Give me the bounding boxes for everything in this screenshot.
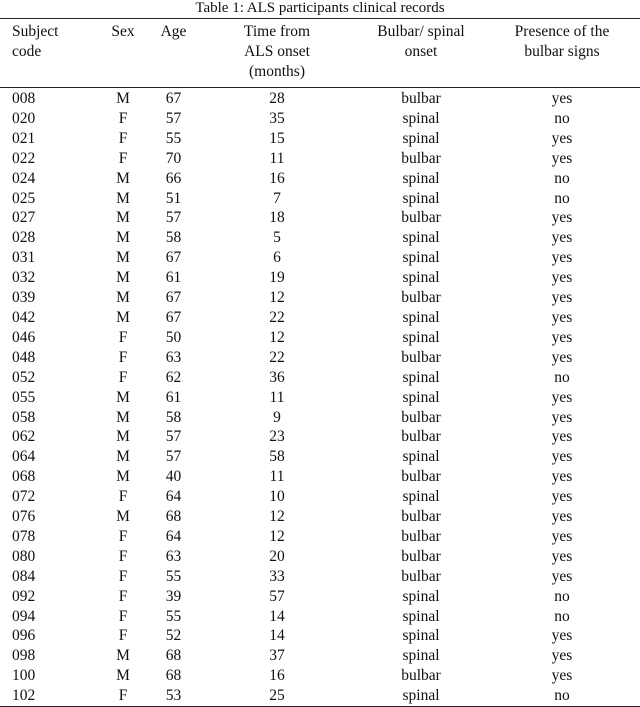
cell-subject-code: 048 — [12, 348, 36, 366]
cell-bulbar-signs: yes — [551, 428, 573, 446]
cell-subject-code: 102 — [12, 687, 36, 705]
cell-onset-type: spinal — [402, 388, 440, 406]
cell-time-from-onset: 33 — [269, 567, 285, 585]
header-line: Subject — [12, 23, 59, 40]
cell-onset-type: spinal — [402, 448, 440, 466]
cell-bulbar-signs: yes — [551, 209, 573, 227]
cell-onset-type: bulbar — [401, 149, 441, 167]
table-row — [0, 189, 640, 209]
cell-time-from-onset: 12 — [269, 527, 285, 545]
cell-age: 68 — [165, 667, 182, 685]
cell-subject-code: 021 — [12, 129, 36, 147]
cell-subject-code: 068 — [12, 468, 36, 486]
cell-onset-type: spinal — [402, 308, 440, 326]
cell-time-from-onset: 9 — [273, 408, 281, 426]
cell-sex: F — [118, 488, 128, 506]
cell-sex: M — [116, 209, 130, 227]
table-row — [0, 487, 640, 507]
cell-bulbar-signs: no — [554, 169, 570, 187]
cell-bulbar-signs: yes — [551, 90, 573, 107]
table-row — [0, 567, 640, 587]
table-row — [0, 587, 640, 607]
cell-age: 53 — [165, 687, 182, 705]
cell-subject-code: 042 — [12, 308, 36, 326]
cell-age: 57 — [165, 448, 182, 466]
cell-time-from-onset: 18 — [269, 209, 285, 227]
cell-subject-code: 031 — [12, 249, 36, 267]
table-row — [0, 408, 640, 428]
table-row — [0, 328, 640, 348]
cell-sex: M — [116, 647, 130, 665]
cell-age: 55 — [165, 567, 182, 585]
cell-onset-type: spinal — [402, 488, 440, 506]
cell-time-from-onset: 6 — [273, 249, 281, 267]
cell-time-from-onset: 57 — [269, 587, 285, 605]
cell-time-from-onset: 10 — [269, 488, 285, 506]
header-line: Time from — [243, 23, 311, 40]
cell-subject-code: 084 — [12, 567, 36, 585]
cell-bulbar-signs: yes — [551, 229, 573, 247]
table-row — [0, 129, 640, 149]
cell-age: 57 — [165, 428, 182, 446]
cell-subject-code: 080 — [12, 547, 36, 565]
cell-onset-type: spinal — [402, 109, 440, 127]
cell-age: 61 — [165, 388, 182, 406]
cell-onset-type: spinal — [402, 627, 440, 645]
cell-age: 63 — [165, 348, 182, 366]
cell-sex: M — [116, 388, 130, 406]
cell-subject-code: 008 — [12, 90, 36, 107]
cell-onset-type: bulbar — [401, 547, 441, 565]
cell-onset-type: spinal — [402, 249, 440, 267]
cell-age: 58 — [165, 408, 182, 426]
cell-subject-code: 020 — [12, 109, 36, 127]
cell-age: 63 — [165, 547, 182, 565]
cell-age: 70 — [165, 149, 182, 167]
cell-subject-code: 092 — [12, 587, 36, 605]
cell-age: 61 — [165, 269, 182, 287]
cell-bulbar-signs: yes — [551, 667, 573, 685]
cell-time-from-onset: 36 — [269, 368, 285, 386]
table-row — [0, 248, 640, 268]
cell-subject-code: 096 — [12, 627, 36, 645]
cell-time-from-onset: 12 — [269, 508, 285, 526]
cell-age: 68 — [165, 647, 182, 665]
table-row — [0, 607, 640, 627]
cell-onset-type: bulbar — [401, 289, 441, 307]
cell-sex: F — [118, 687, 128, 705]
cell-bulbar-signs: yes — [551, 249, 573, 267]
cell-onset-type: bulbar — [401, 508, 441, 526]
cell-sex: F — [118, 149, 128, 167]
cell-bulbar-signs: yes — [551, 408, 573, 426]
cell-bulbar-signs: no — [554, 189, 570, 207]
cell-onset-type: bulbar — [401, 348, 441, 366]
cell-age: 55 — [165, 607, 182, 625]
cell-age: 52 — [165, 627, 182, 645]
cell-sex: M — [116, 308, 130, 326]
cell-onset-type: bulbar — [401, 90, 441, 107]
header-onset-type — [358, 19, 484, 88]
cell-onset-type: spinal — [402, 169, 440, 187]
cell-age: 57 — [165, 109, 182, 127]
cell-time-from-onset: 22 — [269, 348, 285, 366]
cell-sex: F — [118, 567, 128, 585]
cell-subject-code: 046 — [12, 328, 36, 346]
cell-subject-code: 039 — [12, 289, 36, 307]
table-row — [0, 149, 640, 169]
table-body — [0, 88, 640, 707]
cell-subject-code: 025 — [12, 189, 36, 207]
cell-subject-code: 094 — [12, 607, 36, 625]
cell-age: 62 — [165, 368, 182, 386]
table-row — [0, 447, 640, 467]
table-row — [0, 288, 640, 308]
cell-onset-type: spinal — [402, 328, 440, 346]
table-row — [0, 388, 640, 408]
cell-onset-type: spinal — [402, 587, 440, 605]
cell-subject-code: 078 — [12, 527, 36, 545]
table-row — [0, 88, 640, 109]
cell-time-from-onset: 11 — [269, 388, 285, 406]
cell-time-from-onset: 14 — [269, 607, 285, 625]
cell-time-from-onset: 5 — [273, 229, 281, 247]
cell-sex: M — [116, 667, 130, 685]
cell-age: 68 — [165, 508, 182, 526]
cell-onset-type: bulbar — [401, 667, 441, 685]
cell-time-from-onset: 11 — [269, 468, 285, 486]
cell-bulbar-signs: yes — [551, 508, 573, 526]
cell-subject-code: 064 — [12, 448, 36, 466]
cell-subject-code: 027 — [12, 209, 36, 227]
cell-onset-type: spinal — [402, 607, 440, 625]
cell-time-from-onset: 23 — [269, 428, 285, 446]
cell-bulbar-signs: yes — [551, 448, 573, 466]
cell-onset-type: spinal — [402, 189, 440, 207]
cell-bulbar-signs: no — [554, 587, 570, 605]
cell-bulbar-signs: no — [554, 607, 570, 625]
cell-age: 51 — [165, 189, 182, 207]
cell-onset-type: spinal — [402, 269, 440, 287]
cell-onset-type: spinal — [402, 647, 440, 665]
cell-sex: M — [116, 408, 130, 426]
table-row — [0, 686, 640, 706]
cell-onset-type: spinal — [402, 687, 440, 705]
table-caption: Table 1: ALS participants clinical records — [195, 0, 445, 16]
cell-time-from-onset: 19 — [269, 269, 285, 287]
table-row — [0, 646, 640, 666]
cell-bulbar-signs: yes — [551, 468, 573, 486]
cell-age: 66 — [165, 169, 182, 187]
cell-sex: M — [116, 269, 130, 287]
cell-age: 67 — [165, 289, 182, 307]
cell-time-from-onset: 12 — [269, 289, 285, 307]
cell-sex: F — [118, 527, 128, 545]
table-row — [0, 208, 640, 228]
cell-sex: M — [116, 229, 130, 247]
cell-time-from-onset: 28 — [269, 90, 285, 107]
cell-onset-type: bulbar — [401, 527, 441, 545]
cell-sex: F — [118, 607, 128, 625]
cell-subject-code: 052 — [12, 368, 36, 386]
cell-sex: F — [118, 627, 128, 645]
cell-onset-type: bulbar — [401, 567, 441, 585]
table-row — [0, 626, 640, 646]
header-age: Age — [160, 23, 187, 40]
table-row — [0, 527, 640, 547]
cell-onset-type: bulbar — [401, 428, 441, 446]
table-row — [0, 368, 640, 388]
cell-bulbar-signs: yes — [551, 527, 573, 545]
cell-sex: F — [118, 587, 128, 605]
cell-subject-code: 058 — [12, 408, 36, 426]
cell-time-from-onset: 20 — [269, 547, 285, 565]
cell-onset-type: spinal — [402, 368, 440, 386]
table-row — [0, 547, 640, 567]
cell-time-from-onset: 11 — [269, 149, 285, 167]
table-row — [0, 169, 640, 189]
cell-sex: M — [116, 189, 130, 207]
header-line: bulbar signs — [524, 43, 600, 60]
header-row — [0, 19, 640, 88]
cell-onset-type: bulbar — [401, 408, 441, 426]
cell-sex: M — [116, 289, 130, 307]
header-time-from-onset — [196, 19, 358, 88]
table-row — [0, 109, 640, 129]
table-row — [0, 507, 640, 527]
cell-bulbar-signs: yes — [551, 348, 573, 366]
cell-age: 50 — [165, 328, 182, 346]
cell-sex: F — [118, 328, 128, 346]
table-row — [0, 308, 640, 328]
header-line: Bulbar/ spinal — [377, 23, 465, 40]
cell-bulbar-signs: yes — [551, 289, 573, 307]
cell-age: 55 — [165, 129, 182, 147]
cell-sex: M — [116, 468, 130, 486]
header-bulbar-signs — [484, 19, 640, 88]
cell-subject-code: 032 — [12, 269, 36, 287]
cell-sex: M — [116, 249, 130, 267]
cell-age: 58 — [165, 229, 182, 247]
cell-bulbar-signs: no — [554, 687, 570, 705]
cell-time-from-onset: 37 — [269, 647, 285, 665]
cell-onset-type: bulbar — [401, 209, 441, 227]
header-sex: Sex — [111, 23, 135, 40]
cell-age: 67 — [165, 249, 182, 267]
cell-time-from-onset: 25 — [269, 687, 285, 705]
cell-bulbar-signs: yes — [551, 567, 573, 585]
cell-onset-type: spinal — [402, 129, 440, 147]
header-line: ALS onset — [244, 43, 310, 60]
cell-sex: M — [116, 90, 130, 107]
header-line: code — [12, 43, 42, 60]
cell-time-from-onset: 15 — [269, 129, 285, 147]
cell-sex: F — [118, 348, 128, 366]
header-subject-code — [0, 19, 95, 88]
cell-age: 67 — [165, 90, 182, 107]
cell-time-from-onset: 16 — [269, 667, 285, 685]
cell-bulbar-signs: yes — [551, 647, 573, 665]
cell-sex: M — [116, 448, 130, 466]
cell-subject-code: 062 — [12, 428, 36, 446]
cell-time-from-onset: 35 — [269, 109, 285, 127]
cell-time-from-onset: 58 — [269, 448, 285, 466]
cell-bulbar-signs: yes — [551, 149, 573, 167]
cell-onset-type: bulbar — [401, 468, 441, 486]
table-row — [0, 268, 640, 288]
cell-sex: F — [118, 368, 128, 386]
cell-time-from-onset: 12 — [269, 328, 285, 346]
header-line: onset — [404, 43, 438, 60]
cell-bulbar-signs: yes — [551, 627, 573, 645]
cell-bulbar-signs: yes — [551, 388, 573, 406]
cell-sex: M — [116, 428, 130, 446]
cell-bulbar-signs: yes — [551, 328, 573, 346]
header-line: Presence of the — [514, 23, 610, 40]
cell-time-from-onset: 22 — [269, 308, 285, 326]
cell-bulbar-signs: yes — [551, 488, 573, 506]
header-line: (months) — [249, 63, 305, 80]
cell-bulbar-signs: yes — [551, 269, 573, 287]
cell-bulbar-signs: yes — [551, 308, 573, 326]
cell-age: 57 — [165, 209, 182, 227]
cell-time-from-onset: 16 — [269, 169, 285, 187]
cell-sex: F — [118, 109, 128, 127]
cell-age: 67 — [165, 308, 182, 326]
cell-subject-code: 076 — [12, 508, 36, 526]
cell-sex: F — [118, 547, 128, 565]
clinical-records-table — [0, 18, 640, 707]
cell-time-from-onset: 14 — [269, 627, 285, 645]
cell-subject-code: 100 — [12, 667, 36, 685]
cell-age: 64 — [165, 527, 182, 545]
cell-subject-code: 055 — [12, 388, 36, 406]
cell-onset-type: spinal — [402, 229, 440, 247]
cell-subject-code: 028 — [12, 229, 36, 247]
cell-time-from-onset: 7 — [273, 189, 281, 207]
cell-age: 40 — [165, 468, 182, 486]
cell-bulbar-signs: yes — [551, 547, 573, 565]
cell-subject-code: 022 — [12, 149, 36, 167]
table-row — [0, 467, 640, 487]
cell-sex: M — [116, 169, 130, 187]
cell-subject-code: 024 — [12, 169, 36, 187]
cell-age: 39 — [165, 587, 182, 605]
cell-bulbar-signs: yes — [551, 129, 573, 147]
cell-bulbar-signs: no — [554, 109, 570, 127]
table-row — [0, 666, 640, 686]
cell-age: 64 — [165, 488, 182, 506]
cell-subject-code: 098 — [12, 647, 36, 665]
cell-sex: F — [118, 129, 128, 147]
cell-sex: M — [116, 508, 130, 526]
table-row — [0, 228, 640, 248]
table-row — [0, 427, 640, 447]
table-row — [0, 348, 640, 368]
cell-subject-code: 072 — [12, 488, 36, 506]
cell-bulbar-signs: no — [554, 368, 570, 386]
